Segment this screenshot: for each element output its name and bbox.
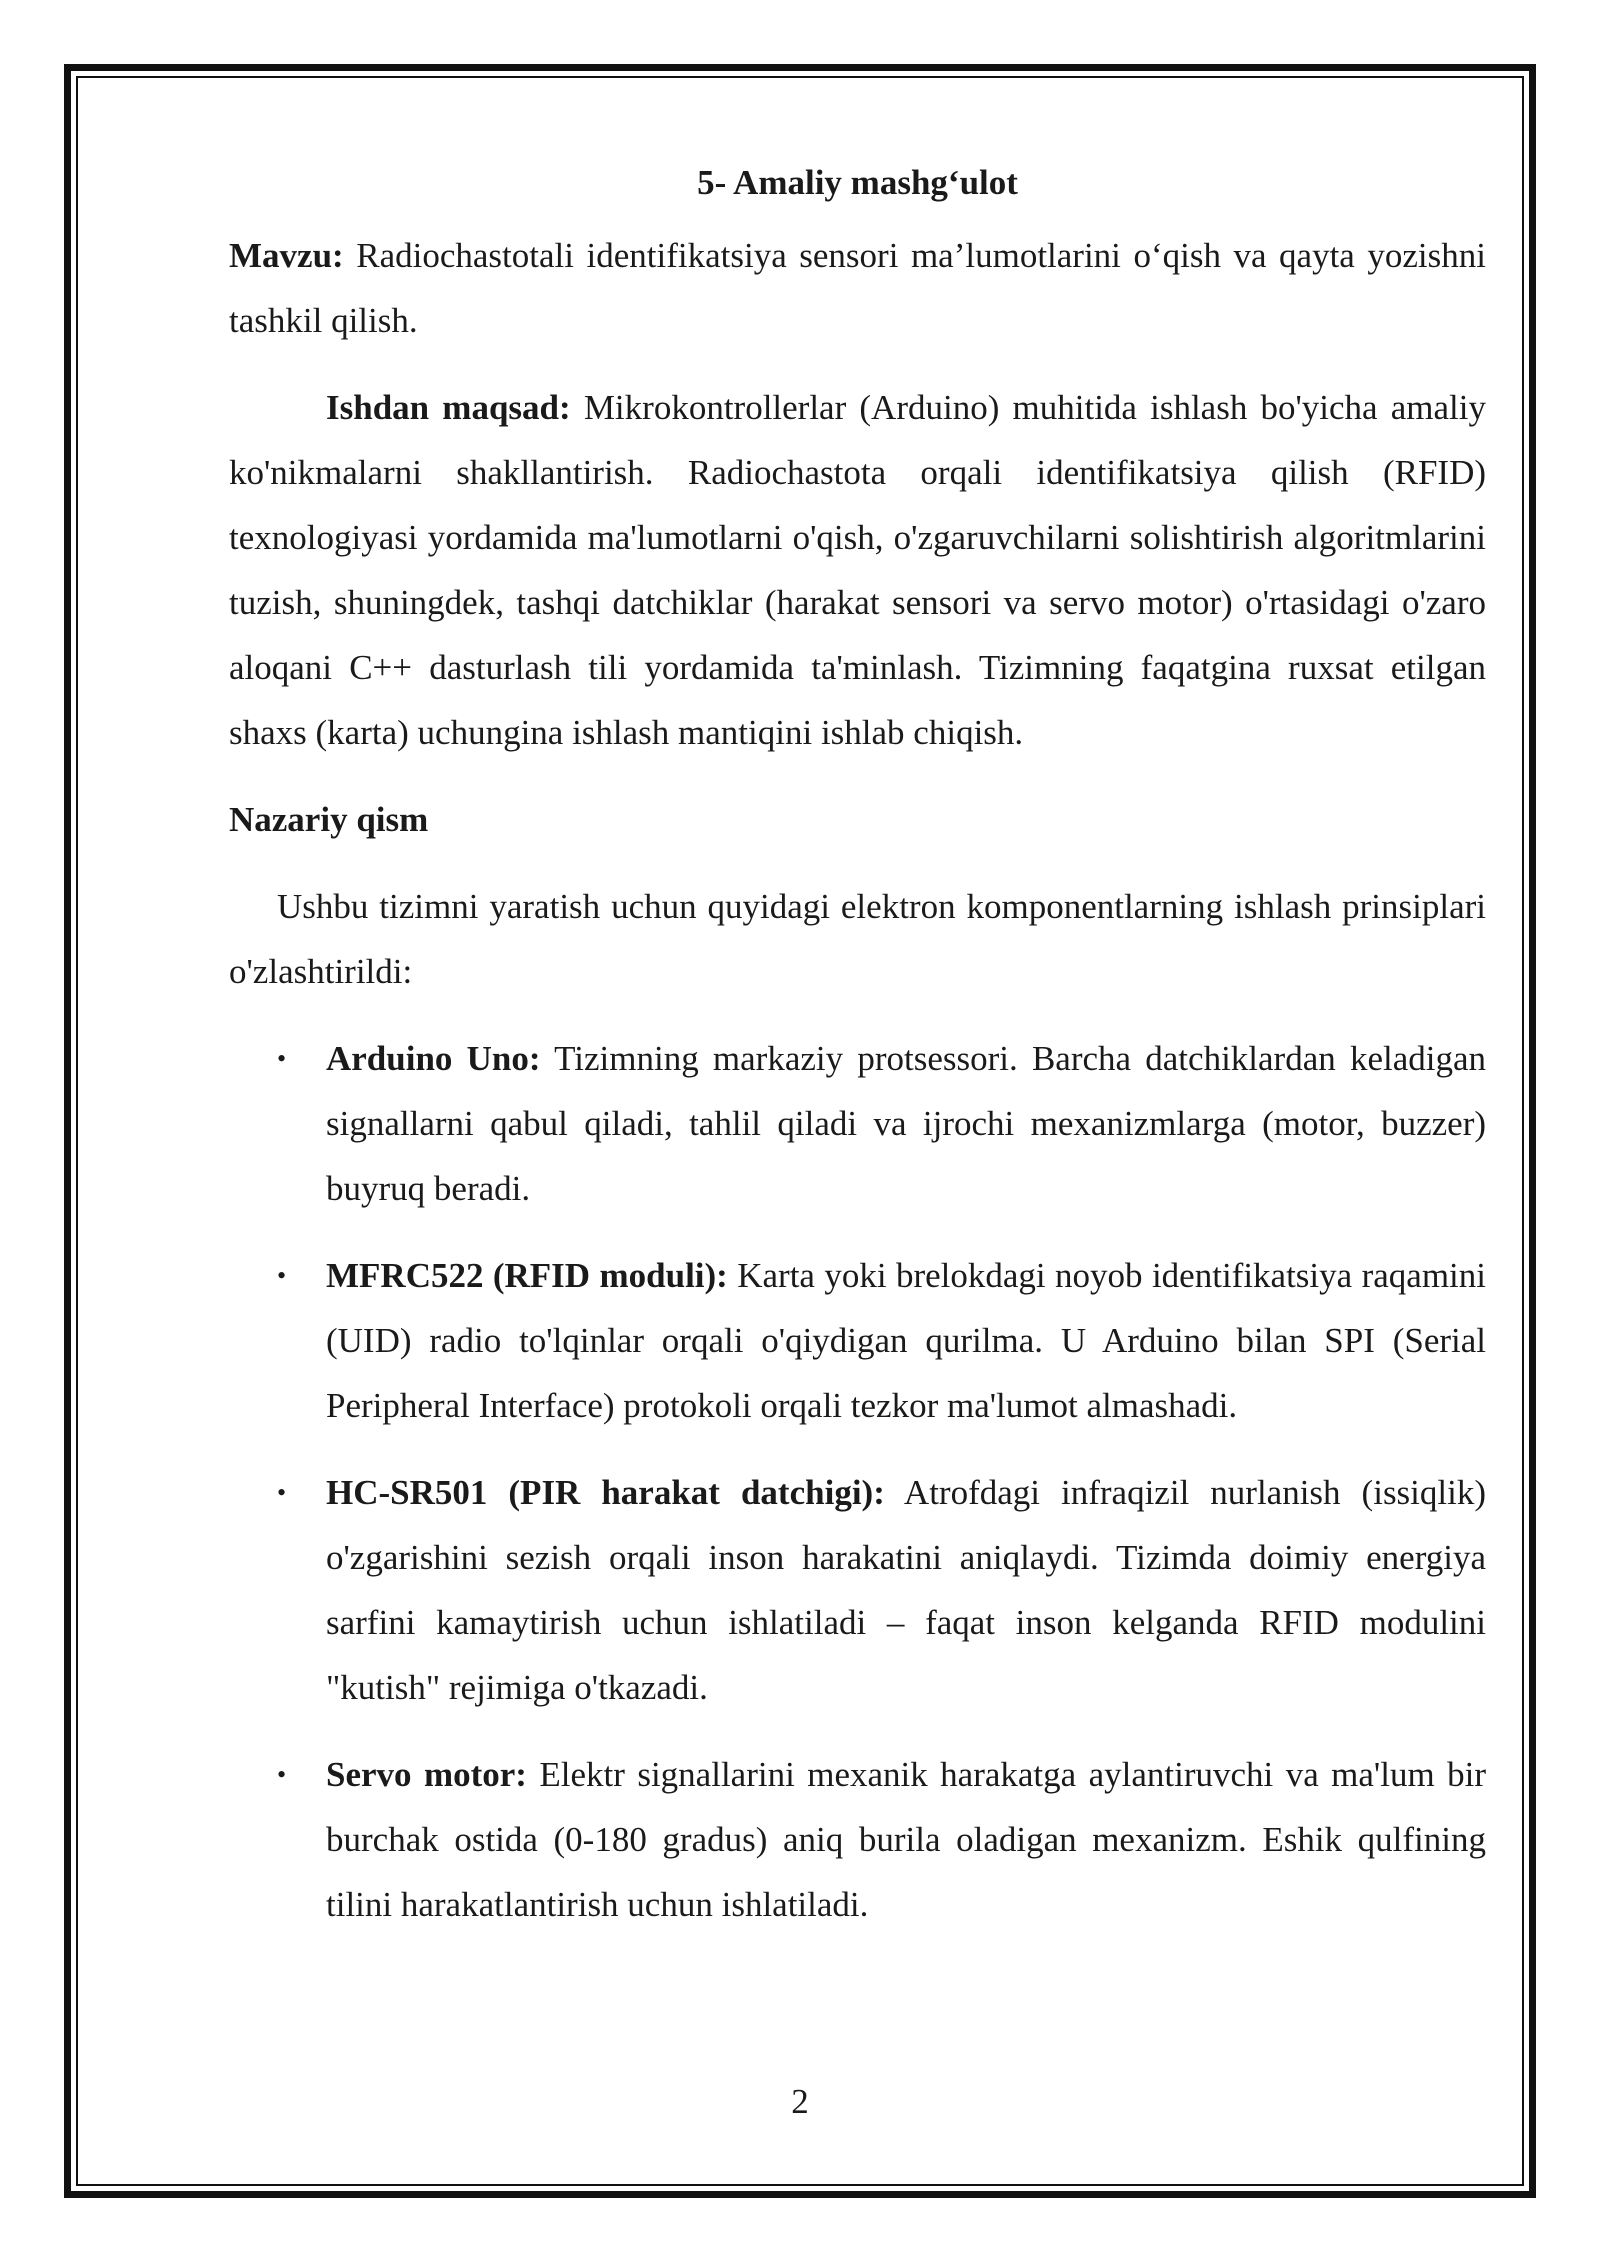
bullet-icon: • — [277, 1044, 287, 1073]
component-term: Arduino Uno: — [326, 1039, 541, 1078]
component-description: Karta yoki brelokdagi noyob identifikatsiya raqamini (UID) radio to'lqinlar orqali o'qiydigan qurilma. U Arduino bilan SPI (Serial Peripheral Interface) protokoli orqali tezkor ma'lumot almashadi. — [326, 1256, 1486, 1425]
component-description: Tizimning markaziy protsessori. Barcha datchiklardan keladigan signallarni qabul qiladi, tahlil qiladi va ijrochi mexanizmlarga (motor, buzzer) buyruq beradi. — [326, 1039, 1487, 1208]
list-item — [229, 1742, 1486, 1937]
component-term: Servo motor: — [326, 1755, 527, 1794]
theory-heading: Nazariy qism — [229, 800, 429, 839]
topic-paragraph — [229, 223, 1486, 353]
list-item — [229, 1460, 1486, 1720]
topic-text: Radiochastotali identifikatsiya sensori ma’lumotlarini o‘qish va qayta yozishni tashkil qilish. — [229, 236, 1486, 340]
bullet-icon: • — [277, 1478, 287, 1507]
goal-label: Ishdan maqsad: — [326, 388, 571, 427]
page-content — [229, 150, 1486, 1937]
list-item — [229, 1026, 1486, 1221]
page-number: 2 — [791, 2082, 809, 2121]
theory-intro: Ushbu tizimni yaratish uchun quyidagi elektron komponentlarning ishlash prinsiplari o'zlashtirildi: — [229, 887, 1486, 991]
component-term: HC-SR501 (PIR harakat datchigi): — [326, 1473, 885, 1512]
goal-paragraph — [229, 375, 1486, 765]
topic-label: Mavzu: — [229, 236, 344, 275]
bullet-icon: • — [277, 1760, 287, 1789]
component-term: MFRC522 (RFID moduli): — [326, 1256, 728, 1295]
bullet-icon: • — [277, 1261, 287, 1290]
component-list — [229, 1026, 1486, 1937]
component-description: Atrofdagi infraqizil nurlanish (issiqlik) o'zgarishini sezish orqali inson harakatini aniqlaydi. Tizimda doimiy energiya sarfini kamaytirish uchun ishlatiladi – faqat inson kelganda RFID modulini "kutish" rejimiga o'tkazadi. — [326, 1473, 1487, 1707]
goal-text: Mikrokontrollerlar (Arduino) muhitida ishlash bo'yicha amaliy ko'nikmalarni shakllantirish. Radiochastota orqali identifikatsiya qilish (RFID) texnologiyasi yordamida ma'lumotlarni o'qish, o'zgaruvchilarni solishtirish algoritmlarini tuzish, shuningdek, tashqi datchiklar (harakat sensori va servo motor) o'rtasidagi o'zaro aloqani C++ dasturlash tili yordamida ta'minlash. Tizimning faqatgina ruxsat etilgan shaxs (karta) uchungina ishlash mantiqini ishlab chiqish. — [229, 388, 1486, 752]
page-title: 5- Amaliy mashg‘ulot — [697, 163, 1018, 202]
component-description: Elektr signallarini mexanik harakatga aylantiruvchi va ma'lum bir burchak ostida (0-180 gradus) aniq burila oladigan mexanizm. Eshik qulfining tilini harakatlantirish uchun ishlatiladi. — [326, 1755, 1486, 1924]
list-item — [229, 1243, 1486, 1438]
